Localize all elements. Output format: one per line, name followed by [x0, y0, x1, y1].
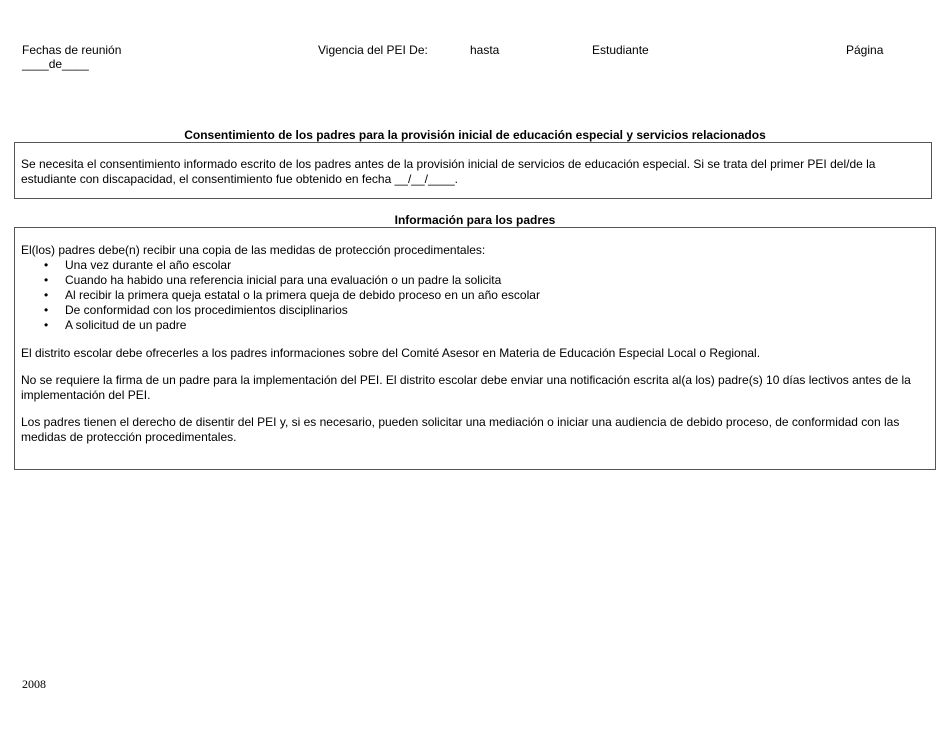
parent-info-intro: El(los) padres debe(n) recibir una copia de las medidas de protección procedimentales: [21, 243, 486, 257]
consent-title: Consentimiento de los padres para la provisión inicial de educación especial y servicios relacionados [184, 128, 766, 142]
advisory-committee-paragraph: El distrito escolar debe ofrecerles a los padres informaciones sobre del Comité Asesor en Materia de Educación Especial Local o Regional. [21, 345, 761, 360]
list-item: • A solicitud de un padre [65, 318, 925, 333]
list-item: • De conformidad con los procedimientos disciplinarios [65, 303, 925, 318]
student-label: Estudiante [592, 43, 649, 57]
meeting-dates-field[interactable]: ____de____ [22, 57, 89, 71]
consent-box [14, 142, 932, 199]
parent-info-box [14, 227, 936, 470]
list-item: • Una vez durante el año escolar [65, 258, 925, 273]
meeting-dates-label: Fechas de reunión [22, 43, 122, 57]
footer-year: 2008 [22, 677, 46, 691]
bullet-list [21, 258, 925, 333]
parent-info-title: Información para los padres [394, 213, 556, 227]
list-item: • Cuando ha habido una referencia inicial para una evaluación o un padre la solicita [65, 273, 925, 288]
validity-label: Vigencia del PEI De: [318, 43, 428, 57]
consent-body: Se necesita el consentimiento informado escrito de los padres antes de la provisión inicial de servicios de educación especial. Si se trata del primer PEI del/de la estudiante con discapacidad, el consentimiento fue obtenido en fecha __/__/____. [21, 157, 876, 186]
dissent-rights-paragraph: Los padres tienen el derecho de disentir del PEI y, si es necesario, pueden solicitar una mediación o iniciar una audiencia de debido proceso, de conformidad con las medidas de protección procedimentales. [21, 415, 900, 444]
signature-notice-paragraph: No se requiere la firma de un padre para la implementación del PEI. El distrito escolar debe enviar una notificación escrita al(a los) padre(s) 10 días lectivos antes de la implementación del PEI. [21, 373, 911, 402]
until-label: hasta [470, 43, 500, 57]
page-label: Página [846, 43, 884, 57]
list-item: • Al recibir la primera queja estatal o la primera queja de debido proceso en un año escolar [65, 288, 925, 303]
